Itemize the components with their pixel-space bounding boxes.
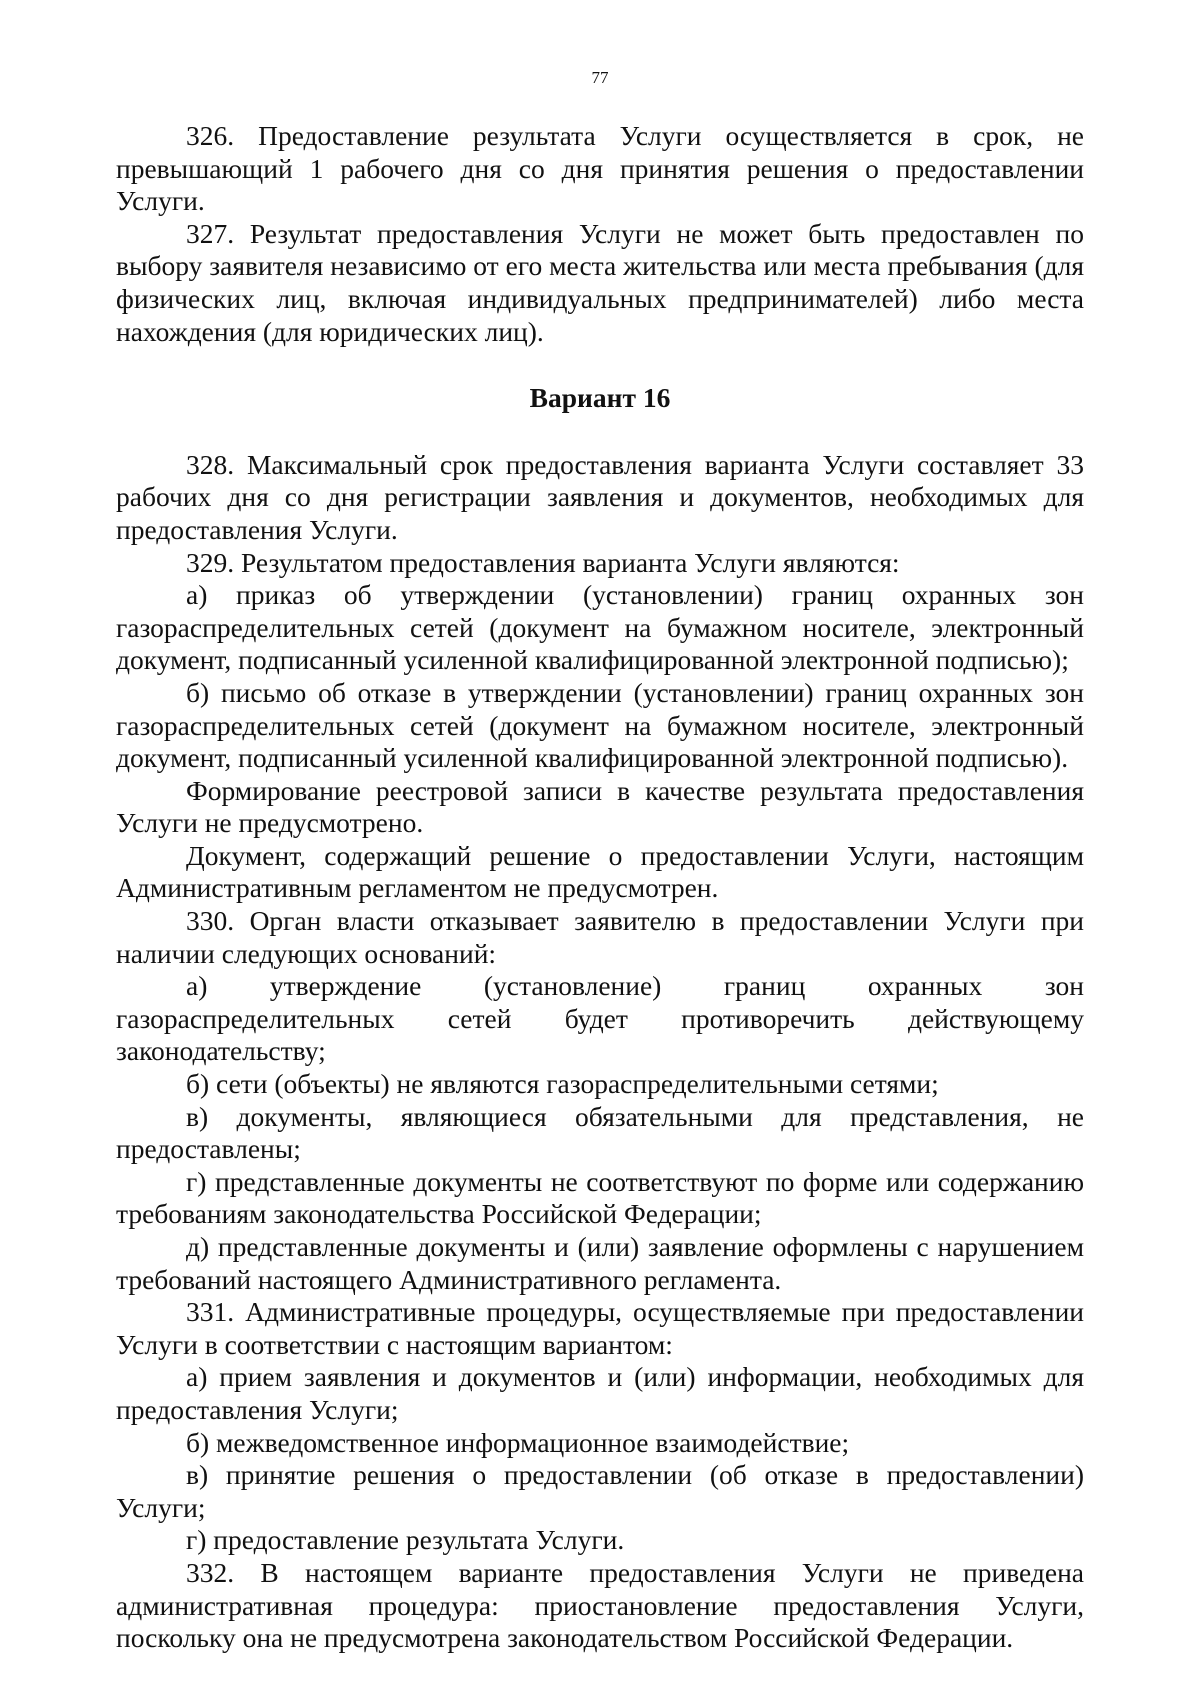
- paragraph-registry-record: Формирование реестровой записи в качестве результата предоставления Услуги не предусмотрено.: [116, 774, 1084, 839]
- list-item-331-g: г) предоставление результата Услуги.: [186, 1524, 625, 1556]
- list-item-329-b: б) письмо об отказе в утверждении (установлении) границ охранных зон газораспределительных сетей (документ на бумажном носителе, электронный документ, подписанный усиленной квалифицированной электронной подписью).: [116, 676, 1084, 774]
- paragraph-327: 327. Результат предоставления Услуги не может быть предоставлен по выбору заявителя независимо от его места жительства или места пребывания (для физических лиц, включая индивидуальных предпринимателей) либо места нахождения (для юридических лиц).: [116, 217, 1084, 347]
- list-item-330-d: д) представленные документы и (или) заявление оформлены с нарушением требований настоящего Административного регламента.: [116, 1231, 1084, 1295]
- document-body: [116, 120, 1084, 1655]
- list-item-330-a: а) утверждение (установление) границ охранных зон газораспределительных сетей будет противоречить действующему законодательству;: [116, 970, 1084, 1067]
- paragraph-328: 328. Максимальный срок предоставления варианта Услуги составляет 33 рабочих дня со дня регистрации заявления и документов, необходимых для предоставления Услуги.: [116, 448, 1084, 545]
- list-item-330-v: в) документы, являющиеся обязательными для представления, не предоставлены;: [116, 1100, 1084, 1165]
- list-item-331-v: в) принятие решения о предоставлении (об отказе в предоставлении) Услуги;: [116, 1459, 1084, 1523]
- list-item-331-a: а) прием заявления и документов и (или) информации, необходимых для предоставления Услуги;: [116, 1361, 1084, 1425]
- list-item-331-b: б) межведомственное информационное взаимодействие;: [186, 1426, 850, 1458]
- section-heading: Вариант 16: [529, 382, 671, 414]
- page-number: 77: [591, 68, 609, 87]
- paragraph-331: 331. Административные процедуры, осуществляемые при предоставлении Услуги в соответствии с настоящим вариантом:: [116, 1296, 1084, 1360]
- list-item-330-b: б) сети (объекты) не являются газораспределительными сетями;: [186, 1068, 939, 1100]
- paragraph-decision-document: Документ, содержащий решение о предоставлении Услуги, настоящим Административным регламентом не предусмотрен.: [116, 839, 1084, 904]
- list-item-329-a: а) приказ об утверждении (установлении) границ охранных зон газораспределительных сетей (документ на бумажном носителе, электронный документ, подписанный усиленной квалифицированной электронной подписью);: [116, 579, 1084, 676]
- paragraph-329: 329. Результатом предоставления варианта Услуги являются:: [186, 546, 900, 578]
- paragraph-330: 330. Орган власти отказывает заявителю в предоставлении Услуги при наличии следующих оснований:: [116, 905, 1084, 969]
- paragraph-326: 326. Предоставление результата Услуги осуществляется в срок, не превышающий 1 рабочего дня со дня принятия решения о предоставлении Услуги.: [116, 120, 1084, 217]
- paragraph-332: 332. В настоящем варианте предоставления Услуги не приведена административная процедура: приостановление предоставления Услуги, поскольку она не предусмотрена законодательством Российской Федерации.: [116, 1556, 1084, 1654]
- list-item-330-g: г) представленные документы не соответствуют по форме или содержанию требованиям законодательства Российской Федерации;: [116, 1165, 1084, 1230]
